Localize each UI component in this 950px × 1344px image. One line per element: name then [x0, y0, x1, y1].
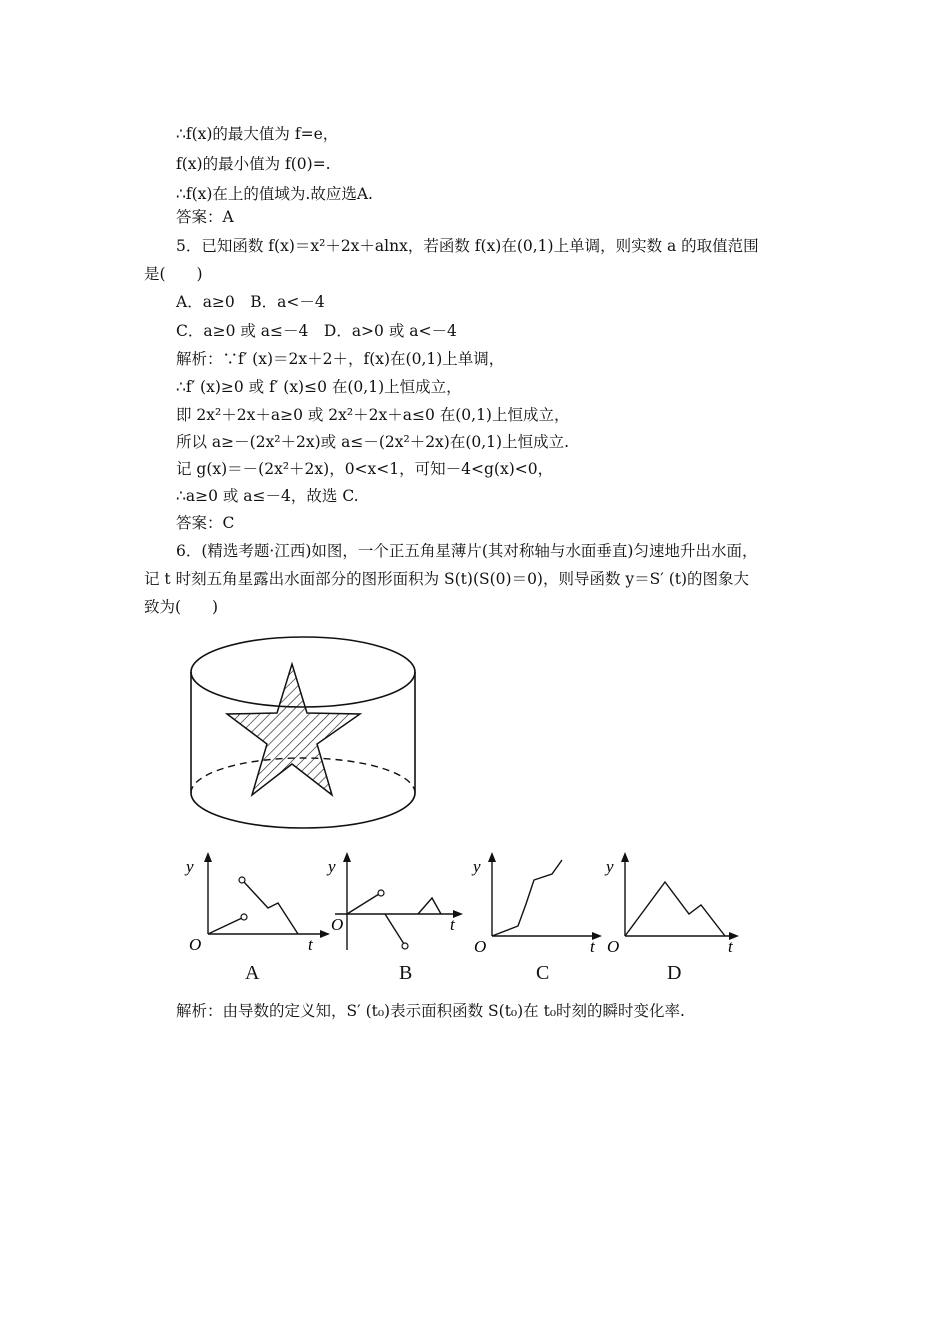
origin-label: O [607, 937, 620, 956]
y-axis-arrow-icon [488, 852, 496, 862]
analysis-line-5: 记 g(x)＝－(2x²＋2x)，0<x<1，可知－4<g(x)<0， [176, 460, 554, 478]
open-point-icon [378, 890, 384, 896]
graph-label-b: B [399, 962, 413, 984]
axis-t-label: t [308, 935, 313, 954]
graph-label-c: C [536, 962, 550, 984]
star-shape [227, 664, 360, 795]
question-6-cont-2: 致为( ) [144, 598, 219, 616]
analysis-line-6: ∴a≥0 或 a≤－4，故选 C. [176, 487, 359, 505]
graph-c [470, 850, 610, 965]
cylinder-top-ellipse [191, 637, 415, 707]
analysis-line-1: 解析：∵f′ (x)＝2x＋2＋，f(x)在(0,1)上单调， [176, 350, 505, 368]
option-ab: A．a≥0 B．a<－4 [176, 293, 325, 311]
open-point-icon [241, 914, 247, 920]
graph-label-d: D [667, 962, 682, 984]
question-6-cont: 记 t 时刻五角星露出水面部分的图形面积为 S(t)(S(0)＝0)，则导函数 y＝S′ (t)的图象大 [144, 570, 750, 588]
analysis-line-4: 所以 a≥－(2x²＋2x)或 a≤－(2x²＋2x)在(0,1)上恒成立. [176, 433, 570, 451]
analysis-q6: 解析：由导数的定义知，S′ (t₀)表示面积函数 S(t₀)在 t₀时刻的瞬时变化率. [176, 1002, 685, 1020]
axis-t-label: t [590, 937, 595, 956]
analysis-line-3: 即 2x²＋2x＋a≥0 或 2x²＋2x＋a≤0 在(0,1)上恒成立， [176, 406, 570, 424]
axis-y-label: y [473, 857, 481, 876]
text-line-2: f(x)的最小值为 f(0)=. [176, 155, 331, 173]
cylinder-star-figure [185, 630, 425, 830]
axis-y-label: y [186, 857, 194, 876]
answer-line-2: 答案：C [176, 514, 235, 532]
text-line-1: ∴f(x)的最大值为 f=e， [176, 125, 339, 143]
cylinder-bottom-front [191, 793, 415, 828]
axis-y-label: y [328, 857, 336, 876]
axis-y-label: y [606, 857, 614, 876]
graph-b [325, 850, 475, 965]
open-point-icon [402, 943, 408, 949]
graph-a [180, 850, 330, 965]
text-line-3: ∴f(x)在上的值域为.故应选A. [176, 185, 373, 203]
graph-d [603, 850, 748, 965]
origin-label: O [331, 915, 344, 934]
option-cd: C．a≥0 或 a≤－4 D．a>0 或 a<－4 [176, 322, 457, 340]
question-6: 6．(精选考题·江西)如图，一个正五角星薄片(其对称轴与水面垂直)匀速地升出水面， [176, 542, 758, 560]
origin-label: O [189, 935, 202, 954]
analysis-line-2: ∴f′ (x)≥0 或 f′ (x)≤0 在(0,1)上恒成立， [176, 378, 462, 396]
axis-t-label: t [450, 915, 455, 934]
axis-t-label: t [728, 937, 733, 956]
question-5: 5．已知函数 f(x)＝x²＋2x＋alnx，若函数 f(x)在(0,1)上单调，则实数 a 的取值范围 [176, 237, 759, 255]
origin-label: O [474, 937, 487, 956]
question-5-cont: 是( ) [144, 265, 203, 283]
answer-line-1: 答案：A [176, 208, 234, 226]
y-axis-arrow-icon [204, 852, 212, 862]
graph-label-a: A [245, 962, 260, 984]
y-axis-arrow-icon [621, 852, 629, 862]
y-axis-arrow-icon [343, 852, 351, 862]
